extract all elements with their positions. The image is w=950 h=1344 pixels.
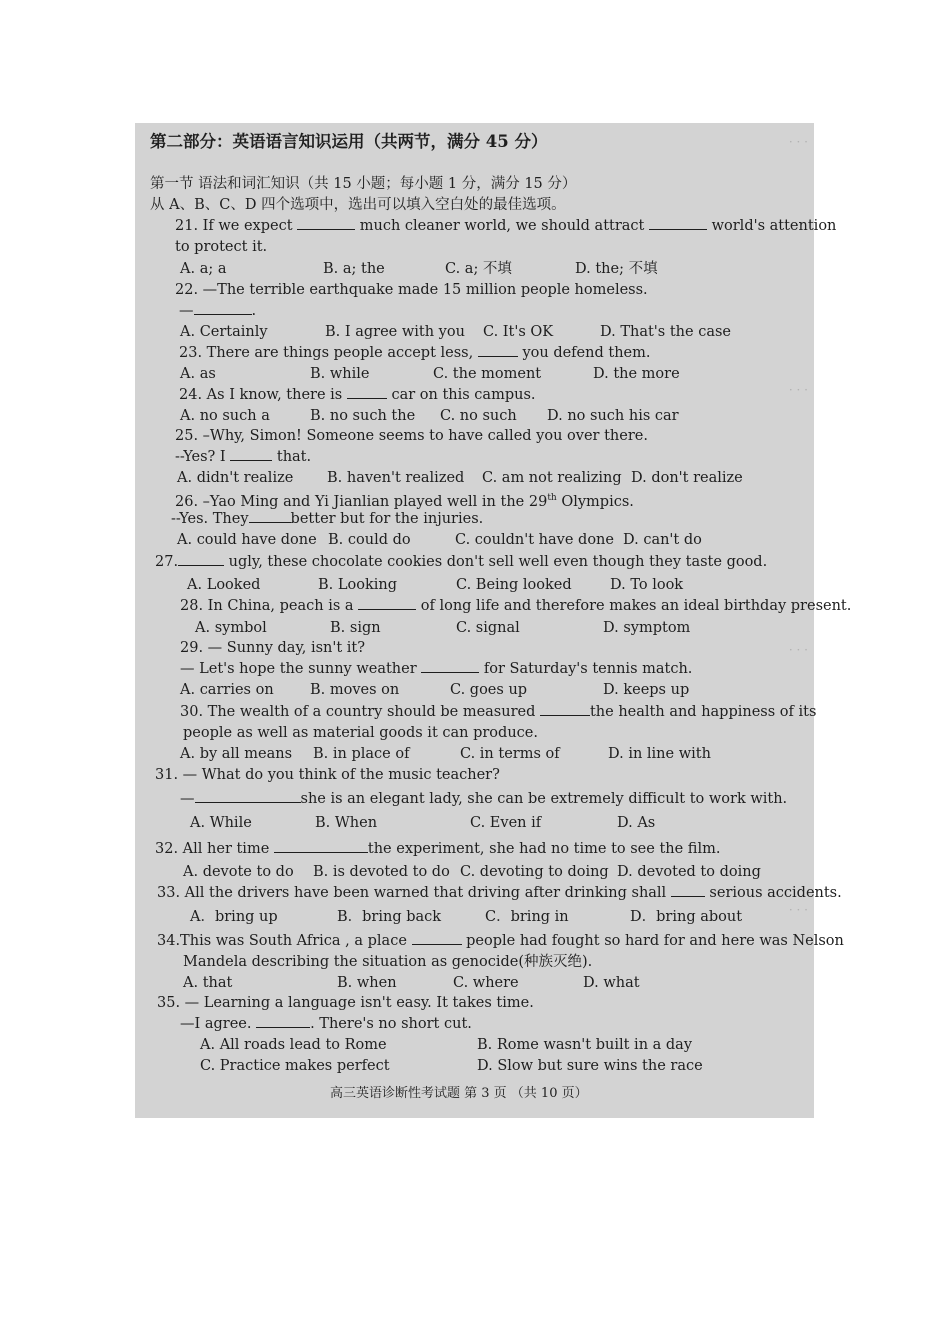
question-25: 25. –Why, Simon! Someone seems to have called you over there. — [175, 428, 648, 444]
question-26 — [175, 489, 634, 511]
q26-text: --Yes. They — [171, 511, 249, 527]
q32-option-c[interactable]: C. devoting to doing — [460, 864, 609, 880]
q29-option-c[interactable]: C. goes up — [450, 682, 528, 698]
q30-option-b[interactable]: B. in place of — [313, 746, 410, 762]
q30-option-c[interactable]: C. in terms of — [460, 746, 560, 762]
q34-continuation: Mandela describing the situation as genocide(种族灭绝). — [183, 954, 593, 970]
question-33 — [157, 884, 842, 902]
q26-option-a[interactable]: A. could have done — [177, 532, 317, 548]
q25-response — [175, 448, 311, 466]
q34-option-c[interactable]: C. where — [453, 975, 519, 991]
q21-option-a[interactable]: A. a; a — [180, 261, 227, 277]
page-footer: 高三英语诊断性考试题 第 3 页 （共 10 页） — [330, 1086, 588, 1101]
blank — [421, 660, 479, 673]
q22-option-b[interactable]: B. I agree with you — [325, 324, 465, 340]
q28-option-a[interactable]: A. symbol — [195, 620, 267, 636]
q21-option-b[interactable]: B. a; the — [323, 261, 385, 277]
q29-text: for Saturday's tennis match. — [483, 661, 693, 677]
question-23 — [179, 344, 650, 362]
q35-option-a[interactable]: A. All roads lead to Rome — [200, 1037, 387, 1053]
q25-option-b[interactable]: B. haven't realized — [327, 470, 465, 486]
q23-option-b[interactable]: B. while — [310, 366, 370, 382]
q35-option-d[interactable]: D. Slow but sure wins the race — [477, 1058, 703, 1074]
q29-text: — Let's hope the sunny weather — [180, 661, 417, 677]
q22-option-a[interactable]: A. Certainly — [180, 324, 268, 340]
q26-text: 26. –Yao Ming and Yi Jianlian played well in the 29 — [175, 493, 548, 510]
q22-dash: — — [179, 303, 194, 319]
blank — [274, 840, 368, 853]
q35-response — [180, 1015, 472, 1033]
q30-text: the health and happiness of its — [589, 704, 817, 720]
q21-option-c[interactable]: C. a; 不填 — [445, 261, 512, 277]
q26-response — [171, 510, 483, 528]
q28-option-c[interactable]: C. signal — [456, 620, 520, 636]
instruction: 从 A、B、C、D 四个选项中，选出可以填入空白处的最佳选项。 — [150, 197, 566, 213]
q35-text: . There's no short cut. — [310, 1016, 472, 1032]
q21-text: world's attention — [711, 218, 837, 234]
question-21 — [175, 217, 836, 235]
q28-option-d[interactable]: D. symptom — [603, 620, 691, 636]
blank — [194, 302, 252, 315]
q29-option-d[interactable]: D. keeps up — [603, 682, 690, 698]
q21-option-d[interactable]: D. the; 不填 — [575, 261, 658, 277]
q30-option-a[interactable]: A. by all means — [180, 746, 293, 762]
q28-option-b[interactable]: B. sign — [330, 620, 381, 636]
bleed-through-mark: · · · — [788, 643, 808, 657]
blank — [412, 932, 462, 945]
q27-text: 27. — [155, 554, 179, 570]
question-32 — [155, 840, 720, 858]
q31-option-c[interactable]: C. Even if — [470, 815, 542, 831]
q31-text: she is an elegant lady, she can be extremely difficult to work with. — [300, 791, 788, 807]
q23-option-a[interactable]: A. as — [180, 366, 216, 382]
blank — [358, 597, 416, 610]
blank — [249, 510, 291, 523]
q29-option-b[interactable]: B. moves on — [310, 682, 400, 698]
question-30 — [180, 703, 816, 721]
q21-continuation: to protect it. — [175, 239, 268, 255]
q32-text: the experiment, she had no time to see the film. — [367, 841, 721, 857]
q27-option-b[interactable]: B. Looking — [318, 577, 398, 593]
q28-text: of long life and therefore makes an ideal birthday present. — [420, 598, 852, 614]
question-22: 22. —The terrible earthquake made 15 million people homeless. — [175, 282, 648, 298]
q31-option-b[interactable]: B. When — [315, 815, 378, 831]
q30-text: 30. The wealth of a country should be measured — [180, 704, 536, 720]
q25-option-c[interactable]: C. am not realizing — [482, 470, 622, 486]
q28-text: 28. In China, peach is a — [180, 598, 354, 614]
q25-text: that. — [276, 449, 312, 465]
section-title: 第一节 语法和词汇知识（共 15 小题；每小题 1 分，满分 15 分） — [150, 176, 577, 192]
q33-option-d[interactable]: D．bring about — [630, 909, 743, 925]
blank — [178, 553, 224, 566]
question-34 — [157, 932, 844, 950]
blank — [256, 1015, 310, 1028]
q24-option-d[interactable]: D. no such his car — [547, 408, 679, 424]
q30-option-d[interactable]: D. in line with — [608, 746, 711, 762]
q21-text: much cleaner world, we should attract — [359, 218, 645, 234]
q32-option-d[interactable]: D. devoted to doing — [617, 864, 761, 880]
q29-option-a[interactable]: A. carries on — [180, 682, 274, 698]
q26-option-d[interactable]: D. can't do — [623, 532, 702, 548]
q31-text: — — [180, 791, 195, 807]
blank — [478, 344, 518, 357]
question-31: 31. — What do you think of the music teacher? — [155, 767, 500, 783]
bleed-through-mark: · · · — [788, 903, 808, 917]
q30-continuation: people as well as material goods it can produce. — [183, 725, 538, 741]
q27-option-c[interactable]: C. Being looked — [456, 577, 572, 593]
q27-option-a[interactable]: A. Looked — [187, 577, 261, 593]
blank — [347, 386, 387, 399]
superscript: th — [547, 493, 557, 503]
q34-text: 34.This was South Africa , a place — [157, 933, 407, 949]
q22-response: — . — [179, 303, 257, 319]
scanned-page — [135, 123, 852, 1118]
blank — [230, 448, 272, 461]
q22-option-d[interactable]: D. That's the case — [600, 324, 731, 340]
blank — [671, 884, 705, 897]
q32-option-b[interactable]: B. is devoted to do — [313, 864, 450, 880]
q29-response — [180, 660, 692, 678]
q25-text: --Yes? I — [175, 449, 226, 465]
q24-option-a[interactable]: A. no such a — [180, 408, 270, 424]
part-header: 第二部分：英语语言知识运用（共两节，满分 45 分） — [150, 132, 548, 151]
q31-option-a[interactable]: A. While — [190, 815, 252, 831]
q35-text: —I agree. — [180, 1016, 252, 1032]
q23-option-c[interactable]: C. the moment — [433, 366, 542, 382]
q34-option-d[interactable]: D. what — [583, 975, 640, 991]
q26-option-b[interactable]: B. could do — [328, 532, 411, 548]
q33-option-a[interactable]: A．bring up — [190, 909, 278, 925]
blank — [195, 790, 301, 803]
blank — [297, 217, 355, 230]
blank — [649, 217, 707, 230]
q23-text: you defend them. — [522, 345, 651, 361]
q26-option-c[interactable]: C. couldn't have done — [455, 532, 614, 548]
q31-option-d[interactable]: D. As — [617, 815, 656, 831]
q24-text: 24. As I know, there is — [179, 387, 343, 403]
question-35: 35. — Learning a language isn't easy. It takes time. — [157, 995, 534, 1011]
q35-option-b[interactable]: B. Rome wasn't built in a day — [477, 1037, 693, 1053]
q27-option-d[interactable]: D. To look — [610, 577, 684, 593]
q26-text: better but for the injuries. — [290, 511, 484, 527]
q24-option-c[interactable]: C. no such — [440, 408, 517, 424]
q33-option-b[interactable]: B．bring back — [337, 909, 442, 925]
q27-text: ugly, these chocolate cookies don't sell well even though they taste good. — [228, 554, 768, 570]
q26-text: Olympics. — [561, 493, 634, 510]
q25-option-a[interactable]: A. didn't realize — [177, 470, 294, 486]
q34-option-a[interactable]: A. that — [183, 975, 233, 991]
q31-response — [180, 790, 787, 808]
bleed-through-mark: · · · — [788, 383, 808, 397]
q24-text: car on this campus. — [391, 387, 536, 403]
q25-option-d[interactable]: D. don't realize — [631, 470, 743, 486]
q33-text: serious accidents. — [709, 885, 842, 901]
q35-option-c[interactable]: C. Practice makes perfect — [200, 1058, 390, 1074]
q32-option-a[interactable]: A. devote to do — [183, 864, 294, 880]
question-24 — [179, 386, 536, 404]
q24-option-b[interactable]: B. no such the — [310, 408, 416, 424]
q32-text: 32. All her time — [155, 841, 270, 857]
q34-text: people had fought so hard for and here was Nelson — [466, 933, 844, 949]
question-27 — [155, 553, 767, 571]
q34-option-b[interactable]: B. when — [337, 975, 397, 991]
blank — [540, 703, 590, 716]
q22-option-c[interactable]: C. It's OK — [483, 324, 554, 340]
q23-option-d[interactable]: D. the more — [593, 366, 680, 382]
q21-text: 21. If we expect — [175, 218, 293, 234]
question-28 — [180, 597, 851, 615]
bleed-through-mark: · · · — [788, 135, 808, 149]
q23-text: 23. There are things people accept less, — [179, 345, 474, 361]
question-29: 29. — Sunny day, isn't it? — [180, 640, 366, 656]
q33-option-c[interactable]: C．bring in — [485, 909, 569, 925]
q33-text: 33. All the drivers have been warned that driving after drinking shall — [157, 885, 667, 901]
